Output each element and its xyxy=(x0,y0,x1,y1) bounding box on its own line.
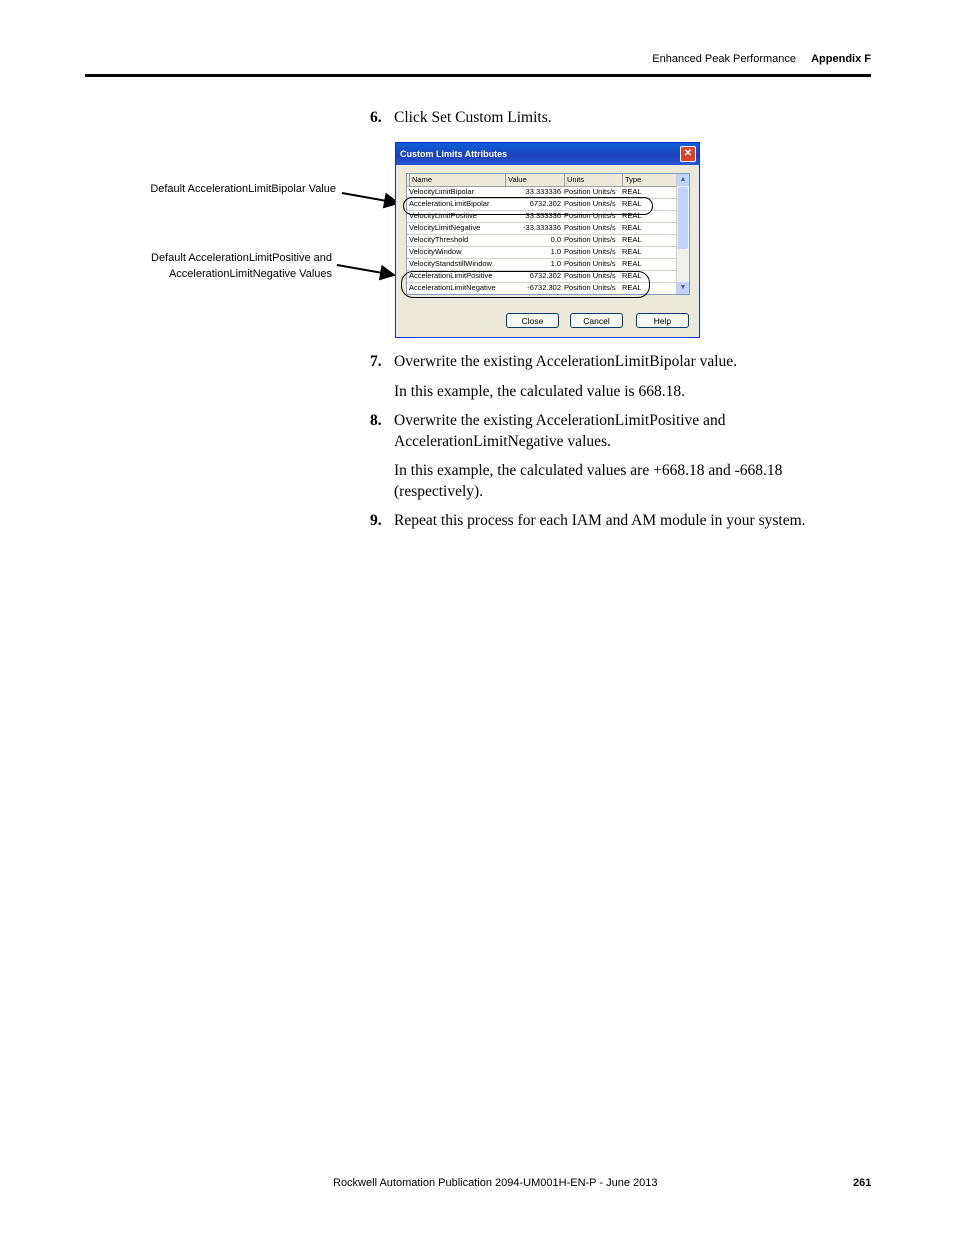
scroll-down-icon[interactable]: ▼ xyxy=(677,282,689,294)
arrow-pos-neg xyxy=(337,265,394,275)
custom-limits-dialog xyxy=(395,142,700,338)
table-row[interactable]: AccelerationLimitNegative -6732.302 Position Units/s REAL xyxy=(407,282,679,295)
table-row[interactable]: VelocityLimitPositive 33.333336 Position Units/s REAL xyxy=(407,210,679,223)
table-row[interactable]: AccelerationLimitBipolar 6732.302 Position Units/s REAL xyxy=(407,198,679,211)
step-8-note: In this example, the calculated values are +668.18 and -668.18 (respectively). xyxy=(394,462,783,500)
highlight-oval-pos-neg xyxy=(401,271,650,298)
callout-pos-neg: Default AccelerationLimitPositive and AccelerationLimitNegative Values xyxy=(151,252,332,280)
table-row[interactable]: VelocityLimitNegative -33.333336 Position Units/s REAL xyxy=(407,222,679,235)
table-row[interactable]: VelocityWindow 1.0 Position Units/s REAL xyxy=(407,246,679,259)
page-number: 261 xyxy=(853,1177,872,1189)
highlight-oval-bipolar xyxy=(403,197,653,215)
step-7: 7. Overwrite the existing AccelerationLimitBipolar value. xyxy=(370,353,738,370)
appendix-label: Appendix F xyxy=(811,53,871,65)
step-9: 9. Repeat this process for each IAM and AM module in your system. xyxy=(370,512,806,529)
help-button[interactable]: Help xyxy=(636,313,689,328)
close-icon[interactable]: ✕ xyxy=(680,146,696,162)
table-row[interactable]: AccelerationLimitPositive 6732.302 Position Units/s REAL xyxy=(407,270,679,283)
scroll-thumb[interactable] xyxy=(678,187,688,249)
step-8: 8. Overwrite the existing AccelerationLimitPositive and AccelerationLimitNegative values. xyxy=(370,412,726,450)
col-type[interactable]: Type xyxy=(622,174,641,186)
section-title: Enhanced Peak Performance xyxy=(652,53,796,65)
col-name[interactable]: Name xyxy=(409,174,432,186)
scroll-up-icon[interactable]: ▲ xyxy=(677,174,689,186)
step-7-note: In this example, the calculated value is 668.18. xyxy=(394,383,685,400)
arrow-bipolar xyxy=(342,193,398,203)
table-row[interactable]: VelocityStandstillWindow 1.0 Position Units/s REAL xyxy=(407,258,679,271)
close-button[interactable]: Close xyxy=(506,313,559,328)
footer-publication: Rockwell Automation Publication 2094-UM001H-EN-P - June 2013 xyxy=(333,1177,658,1189)
dialog-title-bar xyxy=(396,143,699,165)
table-row[interactable]: VelocityLimitBipolar 33.333336 Position Units/s REAL xyxy=(407,186,679,199)
callout-bipolar: Default AccelerationLimitBipolar Value xyxy=(150,183,336,195)
table-row[interactable]: VelocityThreshold 0.0 Position Units/s REAL xyxy=(407,234,679,247)
step-6: 6. Click Set Custom Limits. xyxy=(370,109,552,126)
cancel-button[interactable]: Cancel xyxy=(570,313,623,328)
col-value[interactable]: Value xyxy=(505,174,564,186)
dialog-title: Custom Limits Attributes xyxy=(400,149,508,159)
col-units[interactable]: Units xyxy=(564,174,584,186)
grid-scrollbar[interactable] xyxy=(676,174,689,294)
